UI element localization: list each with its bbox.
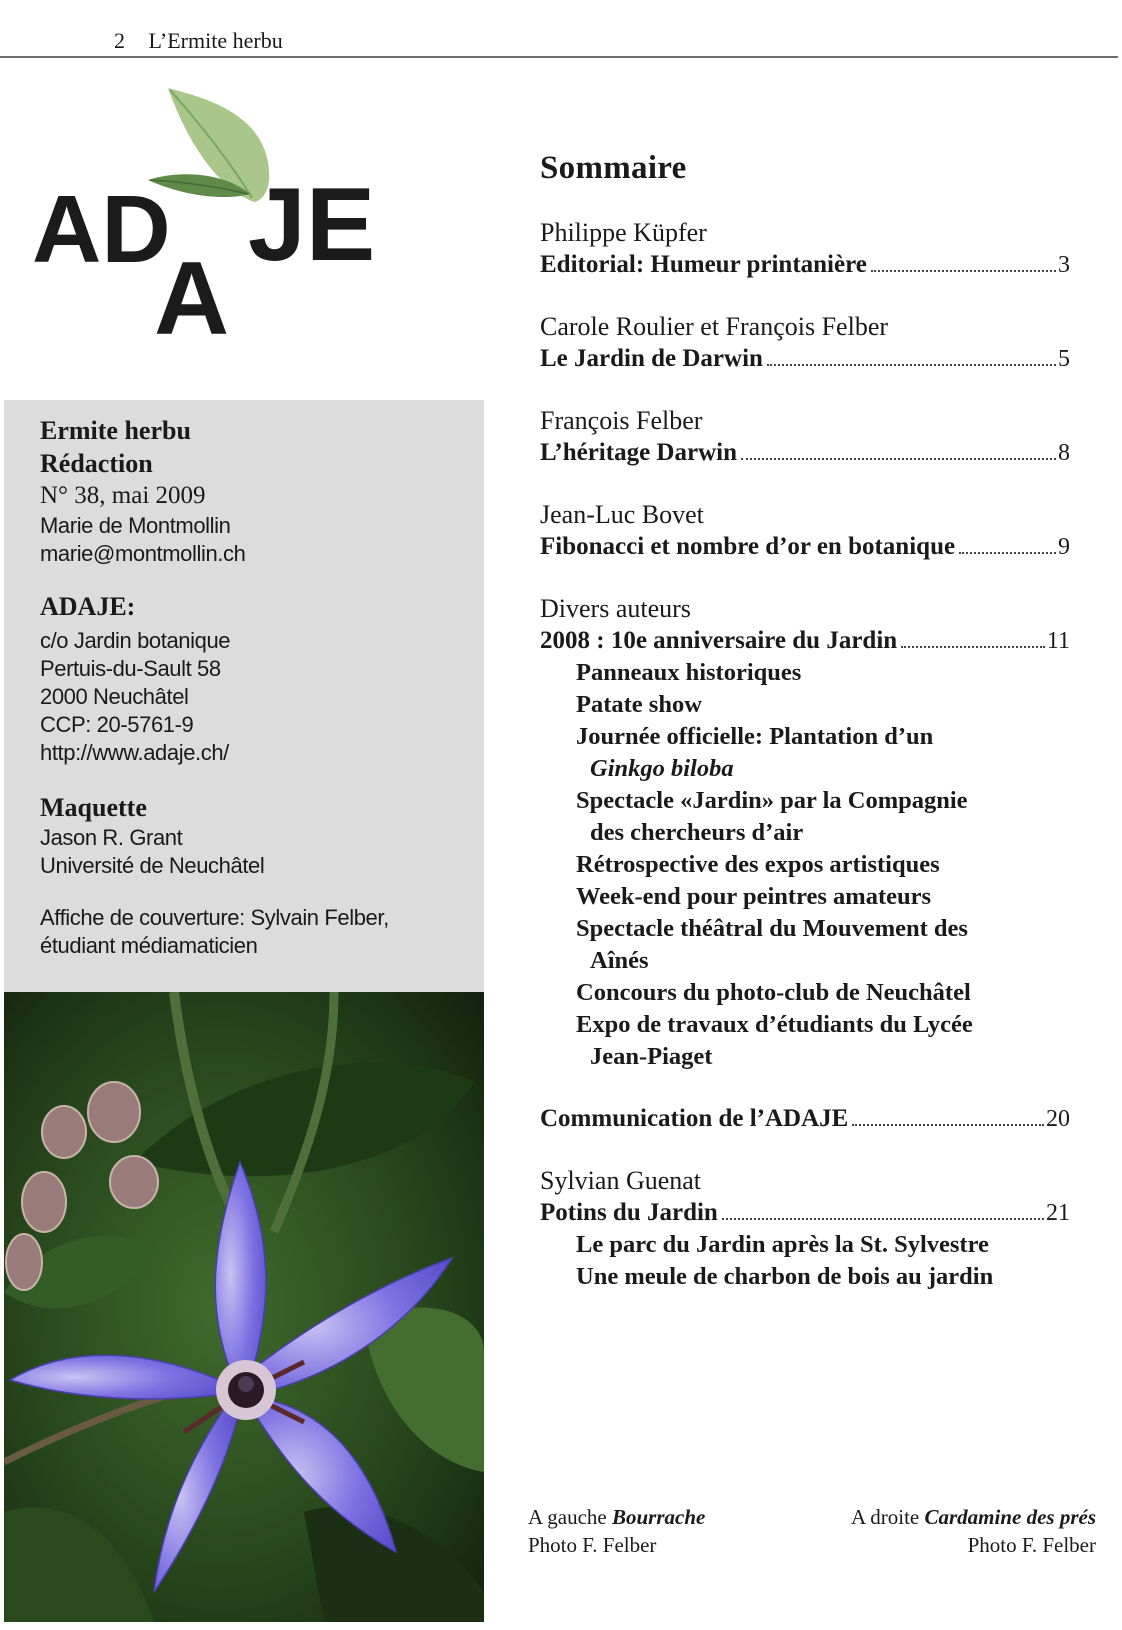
entry-page: 8	[1058, 440, 1070, 466]
entry-title: L’héritage Darwin	[540, 439, 737, 466]
caption-prefix: A gauche	[528, 1505, 607, 1529]
dot-leader	[852, 1124, 1044, 1126]
svg-text:AD: AD	[32, 176, 171, 283]
adaje-heading: ADAJE:	[40, 592, 136, 621]
entry-line	[540, 437, 1070, 469]
svg-text:A: A	[154, 241, 230, 357]
entry-author: Carole Roulier et François Felber	[540, 312, 889, 341]
address-line: c/o Jardin botanique	[40, 628, 231, 653]
publication-title: Ermite herbu	[40, 416, 191, 445]
toc-entry[interactable]	[540, 217, 1070, 281]
sub-item: Concours du photo-club de Neuchâtel	[576, 979, 971, 1006]
table-of-contents	[540, 150, 1070, 1323]
entry-title: Fibonacci et nombre d’or en botanique	[540, 533, 956, 560]
entry-line	[540, 625, 1070, 657]
dot-leader	[767, 364, 1056, 366]
toc-entry[interactable]	[540, 1165, 1070, 1293]
sub-item: Une meule de charbon de bois au jardin	[576, 1263, 994, 1290]
masthead-box	[4, 400, 484, 992]
dot-leader	[901, 646, 1045, 648]
sub-item: Expo de travaux d’étudiants du Lycée	[576, 1011, 973, 1038]
species-name: Ginkgo biloba	[590, 755, 734, 782]
entry-line	[540, 1103, 1070, 1135]
toc-entry[interactable]	[540, 311, 1070, 375]
entry-line	[540, 531, 1070, 563]
caption-right	[851, 1503, 1096, 1559]
entry-author: Jean-Luc Bovet	[540, 500, 704, 529]
editor-email: marie@montmollin.ch	[40, 541, 246, 566]
dot-leader	[722, 1218, 1044, 1220]
issue-number: N° 38, mai 2009	[40, 482, 206, 509]
sub-item-continued	[540, 753, 1070, 785]
maquette-heading: Maquette	[40, 793, 147, 822]
entry-author: Divers auteurs	[540, 594, 691, 623]
entry-line	[540, 249, 1070, 281]
sub-item-continued: des chercheurs d’air	[590, 819, 804, 846]
journal-name: L’Ermite herbu	[148, 28, 283, 53]
borage-photo	[4, 992, 484, 1622]
cover-credit: étudiant médiamaticien	[40, 933, 258, 958]
entry-title: Le Jardin de Darwin	[540, 345, 763, 372]
toc-entry[interactable]	[540, 593, 1070, 1073]
entry-line	[540, 1197, 1070, 1229]
dot-leader	[741, 458, 1056, 460]
sub-item: Spectacle théâtral du Mouvement des	[576, 915, 968, 942]
entry-line	[540, 343, 1070, 375]
redaction-heading: Rédaction	[40, 449, 153, 478]
sub-item: Rétrospective des expos artistiques	[576, 851, 940, 878]
entry-page: 21	[1046, 1200, 1070, 1226]
maquette-line: Jason R. Grant	[40, 825, 183, 850]
entry-page: 9	[1058, 534, 1070, 560]
header-rule	[0, 56, 1118, 58]
sub-item: Le parc du Jardin après la St. Sylvestre	[576, 1231, 989, 1258]
entry-title: 2008 : 10e anniversaire du Jardin	[540, 627, 898, 654]
sub-item-continued: Aînés	[590, 947, 649, 974]
entry-author: François Felber	[540, 406, 703, 435]
entry-title: Editorial: Humeur printanière	[540, 251, 867, 278]
caption-plant: Bourrache	[611, 1505, 706, 1529]
entry-page: 20	[1046, 1106, 1070, 1132]
entry-page: 3	[1058, 252, 1070, 278]
editor-name: Marie de Montmollin	[40, 513, 231, 538]
page-number: 2	[114, 28, 125, 53]
entry-page: 11	[1046, 628, 1070, 654]
address-line: 2000 Neuchâtel	[40, 684, 189, 709]
caption-prefix: A droite	[850, 1505, 920, 1529]
entry-author: Sylvian Guenat	[540, 1166, 702, 1195]
caption-plant: Cardamine des prés	[924, 1505, 1096, 1529]
running-header	[114, 28, 283, 54]
website-link[interactable]: http://www.adaje.ch/	[40, 740, 229, 765]
dot-leader	[959, 552, 1056, 554]
adaje-logo	[28, 72, 428, 372]
sub-item-continued: Jean-Piaget	[590, 1043, 713, 1070]
sub-item: Spectacle «Jardin» par la Compagnie	[576, 787, 968, 814]
address-line: Pertuis-du-Sault 58	[40, 656, 221, 681]
sub-item: Patate show	[576, 691, 702, 718]
svg-text:JE: JE	[248, 167, 376, 283]
cover-credit: Affiche de couverture: Sylvain Felber,	[40, 905, 389, 930]
entry-page: 5	[1058, 346, 1070, 372]
dot-leader	[871, 270, 1056, 272]
caption-left	[528, 1503, 705, 1559]
caption-credit: Photo F. Felber	[967, 1533, 1096, 1557]
sub-item: Week-end pour peintres amateurs	[576, 883, 932, 910]
entry-author: Philippe Küpfer	[540, 218, 707, 247]
toc-entry[interactable]	[540, 405, 1070, 469]
ccp-line: CCP: 20-5761-9	[40, 712, 194, 737]
toc-entry[interactable]	[540, 499, 1070, 563]
sub-item: Panneaux historiques	[576, 659, 802, 686]
caption-credit: Photo F. Felber	[528, 1533, 657, 1557]
toc-entry[interactable]	[540, 1103, 1070, 1135]
entry-title: Communication de l’ADAJE	[540, 1105, 849, 1132]
maquette-line: Université de Neuchâtel	[40, 853, 265, 878]
sub-item: Journée officielle: Plantation d’un	[576, 723, 934, 750]
toc-title: Sommaire	[540, 150, 687, 186]
entry-title: Potins du Jardin	[540, 1199, 718, 1226]
